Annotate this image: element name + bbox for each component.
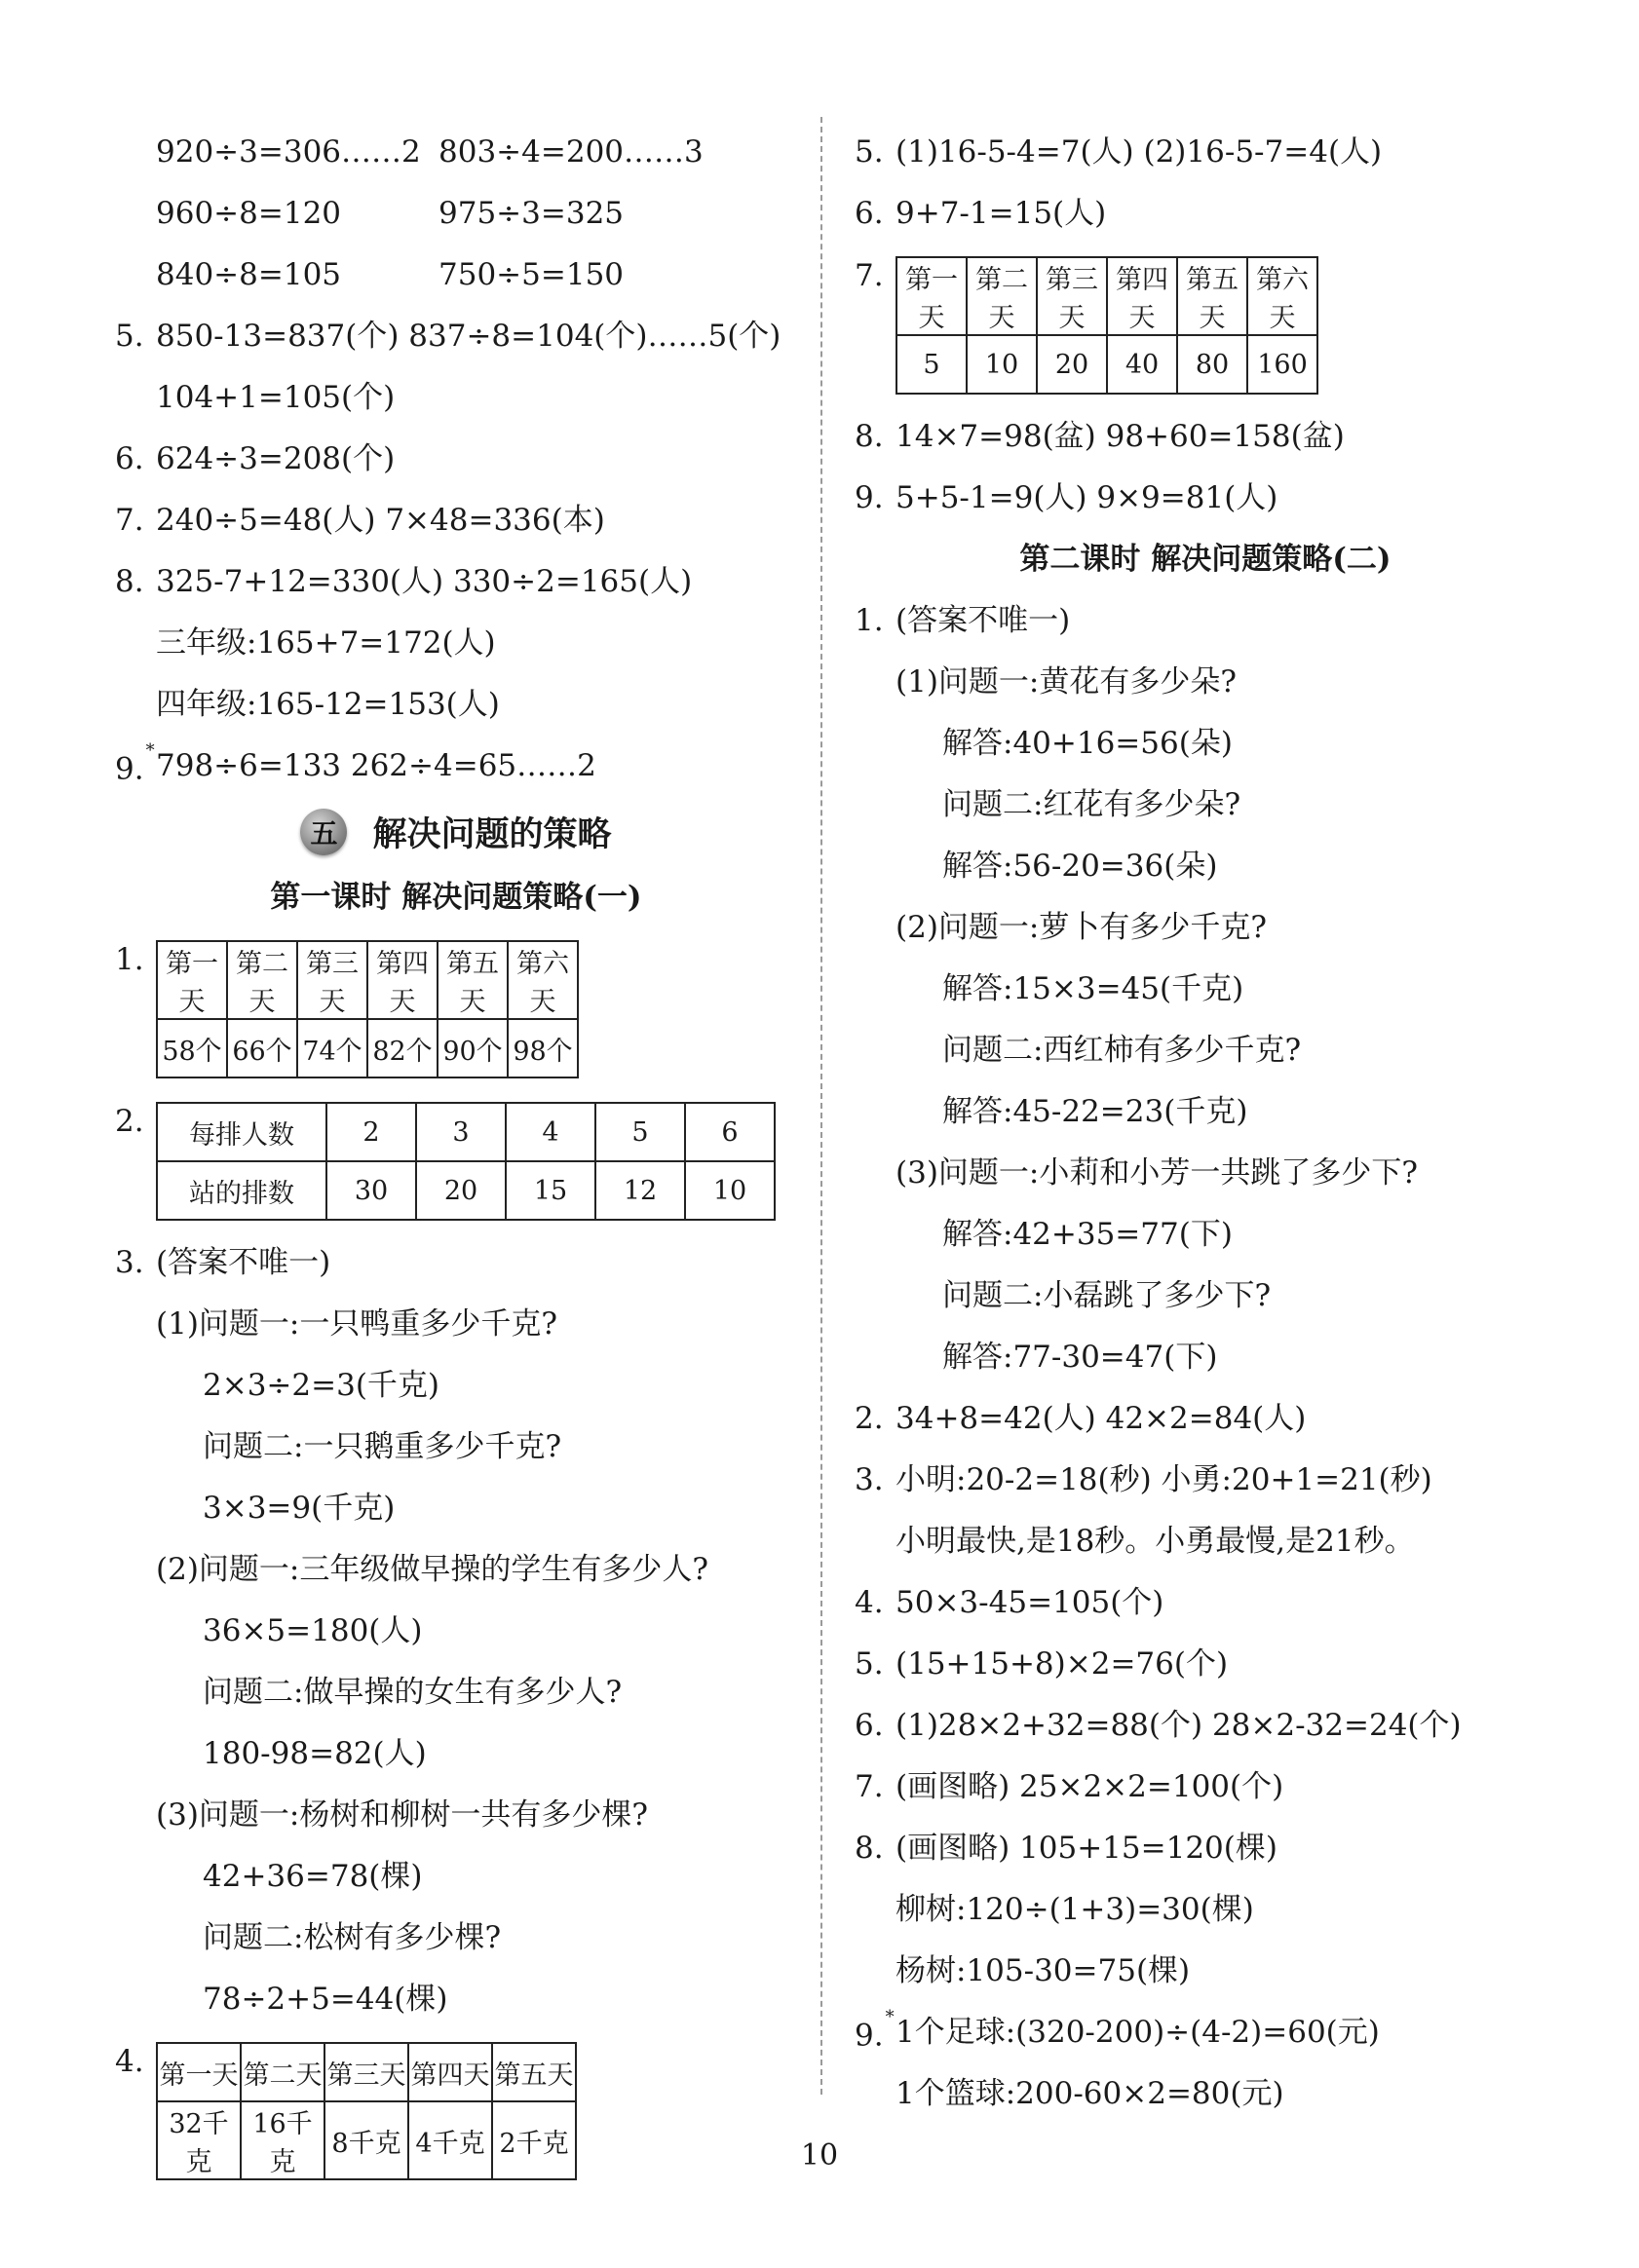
- table-header-cell: 第三天: [297, 941, 367, 1019]
- answer-line: 杨树:105-30=75(棵): [896, 1953, 1191, 1988]
- table-header-cell: 第二天: [967, 257, 1037, 335]
- answer-6: 6. 9+7-1=15(人): [855, 196, 1107, 231]
- table-header-cell: 第五天: [492, 2043, 576, 2101]
- table-cell: 32千克: [157, 2101, 241, 2179]
- table-cell: 4: [506, 1103, 595, 1161]
- answer-3: 3. 小明:20-2=18(秒) 小勇:20+1=21(秒): [855, 1462, 1432, 1497]
- answer-line: 42+36=78(棵): [203, 1859, 423, 1894]
- table-header-cell: 第一天: [157, 2043, 241, 2101]
- answer-4: 4. 50×3-45=105(个): [855, 1585, 1164, 1620]
- table-cell: 3: [416, 1103, 506, 1161]
- column-divider: [820, 117, 822, 2095]
- answer-line: 问题二:一只鹅重多少千克?: [203, 1429, 562, 1464]
- answer-line: 104+1=105(个): [156, 380, 396, 415]
- doubling-table: [896, 256, 1318, 395]
- answer-5: 5. (15+15+8)×2=76(个): [855, 1646, 1229, 1682]
- table-header-cell: 第六天: [508, 941, 578, 1019]
- table-cell: 20: [416, 1161, 506, 1220]
- table-header-cell: 第四天: [408, 2043, 492, 2101]
- table-cell: 74个: [297, 1019, 367, 1077]
- answer-line: 1个篮球:200-60×2=80(元): [896, 2076, 1284, 2111]
- table-header-cell: 第一天: [157, 941, 227, 1019]
- answer-line: 36×5=180(人): [203, 1613, 423, 1648]
- table-cell: 2千克: [492, 2101, 576, 2179]
- table-header-cell: 站的排数: [157, 1161, 326, 1220]
- table-header-cell: 第二天: [241, 2043, 324, 2101]
- answer-line: 问题二:小磊跳了多少下?: [942, 1278, 1272, 1313]
- unit-heading: [115, 797, 797, 867]
- table-cell: 16千克: [241, 2101, 324, 2179]
- answer-table-7: 7. 第一天 第二天 第三天 第四天 第五天 第六天 5 10 20 40 80 160: [855, 256, 1556, 395]
- answer-line: 840÷8=105 750÷5=150: [156, 257, 625, 292]
- answer-line: 920÷3=306……2 803÷4=200……3: [156, 134, 704, 170]
- answer-line: 三年级:165+7=172(人): [156, 625, 496, 661]
- answer-line: 四年级:165-12=153(人): [156, 687, 500, 722]
- answer-7: 7. (画图略) 25×2×2=100(个): [855, 1769, 1284, 1804]
- table-cell: 10: [685, 1161, 775, 1220]
- answer-9: 9.* 1个足球:(320-200)÷(4-2)=60(元): [855, 2007, 1380, 2054]
- answer-line: (2)问题一:萝卜有多少千克?: [896, 910, 1267, 945]
- answer-table-2: 2. 每排人数 2 3 4 5 6 站的排数 30 20 15 12 10: [115, 1102, 797, 1221]
- table-cell: 4千克: [408, 2101, 492, 2179]
- table-cell: 90个: [438, 1019, 508, 1077]
- table-header-cell: 第一天: [896, 257, 967, 335]
- table-header-cell: 第四天: [367, 941, 438, 1019]
- table-header-cell: 第五天: [1177, 257, 1247, 335]
- answer-line: (1)问题一:一只鸭重多少千克?: [156, 1306, 557, 1342]
- answer-1: 1. (答案不唯一): [855, 603, 1071, 638]
- table-cell: 58个: [157, 1019, 227, 1077]
- answer-line: (2)问题一:三年级做早操的学生有多少人?: [156, 1552, 708, 1587]
- table-cell: 30: [326, 1161, 416, 1220]
- answer-9: 9.* 798÷6=133 262÷4=65……2: [115, 740, 596, 787]
- answer-2: 2. 34+8=42(人) 42×2=84(人): [855, 1401, 1307, 1436]
- lesson-heading: 第一课时 解决问题策略(一): [270, 880, 642, 915]
- days-table: [156, 940, 579, 1078]
- answer-line: 问题二:松树有多少棵?: [203, 1920, 502, 1955]
- table-cell: 40: [1107, 335, 1177, 394]
- answer-5: 5. (1)16-5-4=7(人) (2)16-5-7=4(人): [855, 134, 1383, 170]
- answer-line: 解答:77-30=47(下): [942, 1340, 1218, 1375]
- lesson-heading: 第二课时 解决问题策略(二): [1019, 542, 1391, 577]
- answer-line: 解答:42+35=77(下): [942, 1217, 1233, 1252]
- answer-8: 8. (画图略) 105+15=120(棵): [855, 1831, 1277, 1866]
- answer-line: 问题二:西红柿有多少千克?: [942, 1033, 1302, 1068]
- table-header-cell: 第三天: [1037, 257, 1107, 335]
- table-cell: 82个: [367, 1019, 438, 1077]
- answer-6: 6. (1)28×2+32=88(个) 28×2-32=24(个): [855, 1708, 1462, 1743]
- table-cell: 6: [685, 1103, 775, 1161]
- table-header-cell: 第二天: [227, 941, 297, 1019]
- answer-line: 180-98=82(人): [203, 1736, 427, 1771]
- answer-line: (3)问题一:小莉和小芳一共跳了多少下?: [896, 1155, 1418, 1191]
- table-header-cell: 每排人数: [157, 1103, 326, 1161]
- answer-line: 3×3=9(千克): [203, 1491, 396, 1526]
- table-cell: 98个: [508, 1019, 578, 1077]
- answer-9: 9. 5+5-1=9(人) 9×9=81(人): [855, 480, 1278, 515]
- rows-table: [156, 1102, 776, 1221]
- answer-line: 问题二:做早操的女生有多少人?: [203, 1675, 623, 1710]
- answer-3-lines: [115, 1294, 797, 2030]
- answer-8: 8. 14×7=98(盆) 98+60=158(盆): [855, 419, 1345, 454]
- table-header-cell: 第三天: [324, 2043, 408, 2101]
- answer-line: 问题二:红花有多少朵?: [942, 787, 1241, 822]
- answer-line: 小明最快,是18秒。小勇最慢,是21秒。: [896, 1524, 1415, 1559]
- answer-3: 3. (答案不唯一): [115, 1245, 331, 1280]
- answer-line: 2×3÷2=3(千克): [203, 1368, 440, 1403]
- table-cell: 8千克: [324, 2101, 408, 2179]
- unit-number-badge: 五: [300, 809, 347, 855]
- right-column: [855, 122, 1556, 2125]
- answer-line: (3)问题一:杨树和柳树一共有多少棵?: [156, 1797, 648, 1833]
- answer-table-1: 1. 第一天 第二天 第三天 第四天 第五天 第六天 58个 66个 74个 82个 90个 98个: [115, 940, 797, 1078]
- table-cell: 15: [506, 1161, 595, 1220]
- answer-line: 解答:56-20=36(朵): [942, 849, 1218, 884]
- answer-line: 解答:15×3=45(千克): [942, 971, 1244, 1006]
- table-cell: 12: [595, 1161, 685, 1220]
- answer-line: 解答:40+16=56(朵): [942, 726, 1233, 761]
- left-column: [115, 122, 797, 2180]
- table-cell: 66个: [227, 1019, 297, 1077]
- table-header-cell: 第六天: [1247, 257, 1317, 335]
- answer-6: 6. 624÷3=208(个): [115, 441, 396, 476]
- table-cell: 80: [1177, 335, 1247, 394]
- answer-line: 柳树:120÷(1+3)=30(棵): [896, 1892, 1254, 1927]
- unit-title: 解决问题的策略: [372, 814, 612, 854]
- answer-1-lines: [855, 652, 1556, 1388]
- answer-8: 8. 325-7+12=330(人) 330÷2=165(人): [115, 564, 693, 599]
- answer-line: (1)问题一:黄花有多少朵?: [896, 664, 1237, 699]
- table-cell: 160: [1247, 335, 1317, 394]
- answer-table-4: 4. 第一天 第二天 第三天 第四天 第五天 32千克 16千克 8千克 4千克 2千克: [115, 2042, 797, 2180]
- answer-line: 78÷2+5=44(棵): [203, 1982, 448, 2017]
- page-number: 10: [800, 2138, 839, 2173]
- table-cell: 10: [967, 335, 1037, 394]
- table-cell: 5: [595, 1103, 685, 1161]
- answer-line: 解答:45-22=23(千克): [942, 1094, 1248, 1129]
- table-cell: 5: [896, 335, 967, 394]
- answer-line: 960÷8=120 975÷3=325: [156, 196, 625, 231]
- table-cell: 20: [1037, 335, 1107, 394]
- table-header-cell: 第五天: [438, 941, 508, 1019]
- table-cell: 2: [326, 1103, 416, 1161]
- table-header-cell: 第四天: [1107, 257, 1177, 335]
- answer-7: 7. 240÷5=48(人) 7×48=336(本): [115, 503, 605, 538]
- answer-5: 5. 850-13=837(个) 837÷8=104(个)……5(个): [115, 319, 781, 354]
